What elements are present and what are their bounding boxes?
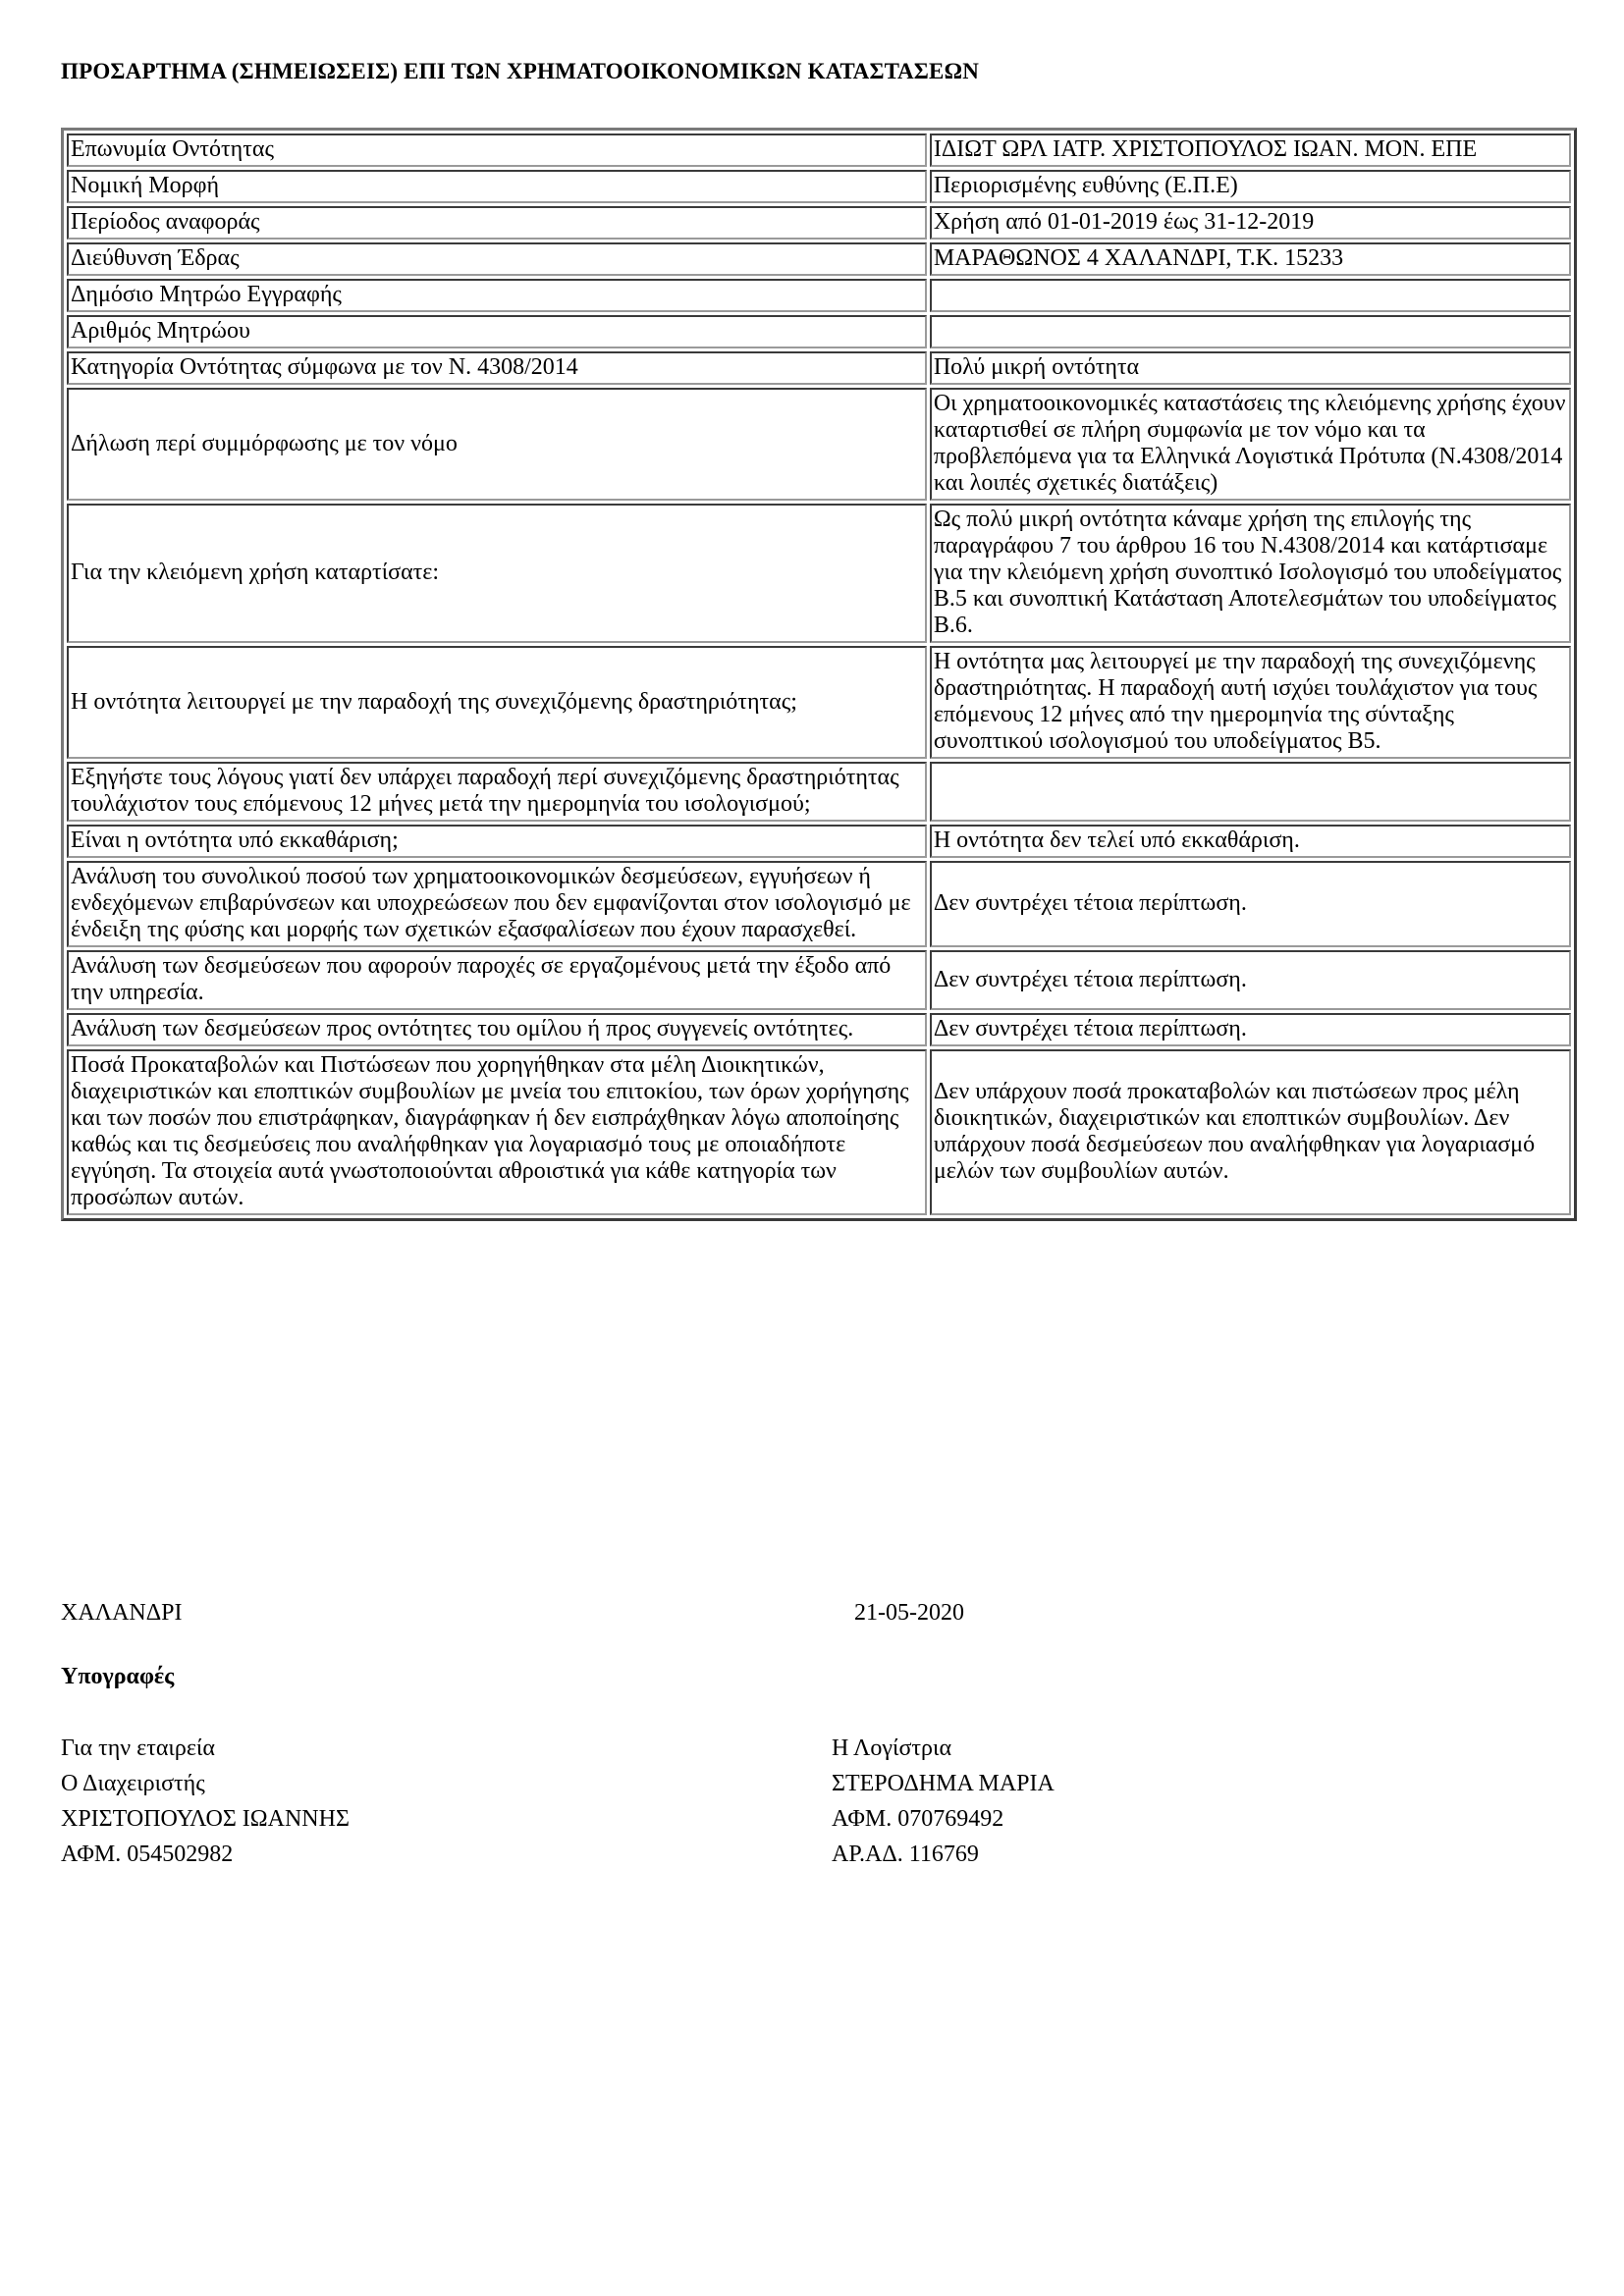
accountant-signature-block: [832, 1731, 1055, 1872]
table-row: [67, 762, 1571, 822]
row-value: Οι χρηματοοικονομικές καταστάσεις της κλειόμενης χρήσης έχουν καταρτισθεί σε πλήρη συμφωνία με τον νόμο και τα προβλεπόμενα για τα Ελληνικά Λογιστικά Πρότυπα (Ν.4308/2014 και λοιπές σχετικές διατάξεις): [930, 388, 1571, 501]
row-value: Δεν συντρέχει τέτοια περίπτωση.: [930, 1013, 1571, 1046]
table-row: [67, 950, 1571, 1010]
row-value: Χρήση από 01-01-2019 έως 31-12-2019: [930, 206, 1571, 240]
row-label: Εξηγήστε τους λόγους γιατί δεν υπάρχει παραδοχή περί συνεχιζόμενης δραστηριότητας τουλάχιστον τους επόμενους 12 μήνες μετά την ημερομηνία του ισολογισμού;: [67, 762, 927, 822]
table-row: [67, 133, 1571, 167]
table-row: [67, 315, 1571, 348]
notes-table: [61, 128, 1577, 1221]
table-row: [67, 646, 1571, 759]
row-label: Δημόσιο Μητρώο Εγγραφής: [67, 279, 927, 312]
row-value: Η οντότητα μας λειτουργεί με την παραδοχή της συνεχιζόμενης δραστηριότητας. Η παραδοχή αυτή ισχύει τουλάχιστον για τους επόμενους 12 μήνες από την ημερομηνία της σύνταξης συνοπτικού ισολογισμού του υποδείγματος Β5.: [930, 646, 1571, 759]
row-label: Περίοδος αναφοράς: [67, 206, 927, 240]
row-value: Δεν συντρέχει τέτοια περίπτωση.: [930, 861, 1571, 947]
signature-name: ΣΤΕΡΟΔΗΜΑ ΜΑΡΙΑ: [832, 1771, 1055, 1796]
row-value: ΜΑΡΑΘΩΝΟΣ 4 ΧΑΛΑΝΔΡΙ, Τ.Κ. 15233: [930, 242, 1571, 276]
table-row: [67, 1049, 1571, 1215]
table-row: [67, 861, 1571, 947]
table-row: [67, 504, 1571, 643]
signature-role: Η Λογίστρια: [832, 1735, 952, 1761]
page-title: ΠΡΟΣΑΡΤΗΜΑ (ΣΗΜΕΙΩΣΕΙΣ) ΕΠΙ ΤΩΝ ΧΡΗΜΑΤΟΟΙΚΟΝΟΜΙΚΩΝ ΚΑΤΑΣΤΑΣΕΩΝ: [61, 59, 980, 83]
signatures-heading: Υπογραφές: [61, 1664, 175, 1689]
table-row: [67, 1013, 1571, 1046]
table-row: [67, 351, 1571, 385]
row-value: Δεν υπάρχουν ποσά προκαταβολών και πιστώσεων προς μέλη διοικητικών, διαχειριστικών και εποπτικών συμβουλίων. Δεν υπάρχουν ποσά δεσμεύσεων που αναλήφθηκαν για λογαριασμό μελών των συμβουλίων αυτών.: [930, 1049, 1571, 1215]
row-label: Ανάλυση του συνολικού ποσού των χρηματοοικονομικών δεσμεύσεων, εγγυήσεων ή ενδεχόμενων επιβαρύνσεων και υποχρεώσεων που δεν εμφανίζονται στον ισολογισμό με ένδειξη της φύσης και μορφής των σχετικών εξασφαλίσεων που έχουν παρασχεθεί.: [67, 861, 927, 947]
signature-role: Ο Διαχειριστής: [61, 1771, 205, 1796]
table-row: [67, 242, 1571, 276]
signature-tax-id: ΑΦΜ. 070769492: [832, 1806, 1004, 1832]
row-label: Νομική Μορφή: [67, 170, 927, 203]
row-label: Ανάλυση των δεσμεύσεων που αφορούν παροχές σε εργαζομένους μετά την έξοδο από την υπηρεσία.: [67, 950, 927, 1010]
row-value: Δεν συντρέχει τέτοια περίπτωση.: [930, 950, 1571, 1010]
row-label: Για την κλειόμενη χρήση καταρτίσατε:: [67, 504, 927, 643]
row-label: Ποσά Προκαταβολών και Πιστώσεων που χορηγήθηκαν στα μέλη Διοικητικών, διαχειριστικών και εποπτικών συμβουλίων με μνεία του επιτοκίου, των όρων χορήγησης και των ποσών που επιστράφηκαν, διαγράφηκαν ή δεν εισπράχθηκαν λόγω αποποίησης καθώς και τις δεσμεύσεις που αναλήφθηκαν για λογαριασμό τους με οποιαδήποτε εγγύηση. Τα στοιχεία αυτά γνωστοποιούνται αθροιστικά για κάθε κατηγορία των προσώπων αυτών.: [67, 1049, 927, 1215]
signature-line: Για την εταιρεία: [61, 1735, 215, 1761]
row-label: Ανάλυση των δεσμεύσεων προς οντότητες του ομίλου ή προς συγγενείς οντότητες.: [67, 1013, 927, 1046]
date-text: 21-05-2020: [854, 1600, 964, 1626]
row-value: Ως πολύ μικρή οντότητα κάναμε χρήση της επιλογής της παραγράφου 7 του άρθρου 16 του Ν.4308/2014 και κατάρτισαμε για την κλειόμενη χρήση συνοπτικό Ισολογισμό του υποδείγματος Β.5 και συνοπτική Κατάσταση Αποτελεσμάτων του υποδείγματος Β.6.: [930, 504, 1571, 643]
row-label: Αριθμός Μητρώου: [67, 315, 927, 348]
signature-name: ΧΡΙΣΤΟΠΟΥΛΟΣ ΙΩΑΝΝΗΣ: [61, 1806, 350, 1832]
row-value: [930, 762, 1571, 822]
place-text: ΧΑΛΑΝΔΡΙ: [61, 1600, 183, 1626]
signature-tax-id: ΑΦΜ. 054502982: [61, 1842, 234, 1867]
row-value: Περιορισμένης ευθύνης (Ε.Π.Ε): [930, 170, 1571, 203]
row-label: Η οντότητα λειτουργεί με την παραδοχή της συνεχιζόμενης δραστηριότητας;: [67, 646, 927, 759]
row-label: Επωνυμία Οντότητας: [67, 133, 927, 167]
company-signature-block: [61, 1731, 350, 1872]
table-row: [67, 279, 1571, 312]
table-row: [67, 206, 1571, 240]
signature-license-number: ΑΡ.ΑΔ. 116769: [832, 1842, 979, 1867]
table-row: [67, 170, 1571, 203]
row-value: Η οντότητα δεν τελεί υπό εκκαθάριση.: [930, 825, 1571, 858]
row-value: Πολύ μικρή οντότητα: [930, 351, 1571, 385]
table-row: [67, 388, 1571, 501]
row-label: Κατηγορία Οντότητας σύμφωνα με τον Ν. 4308/2014: [67, 351, 927, 385]
row-value: [930, 315, 1571, 348]
row-label: Διεύθυνση Έδρας: [67, 242, 927, 276]
table-row: [67, 825, 1571, 858]
row-value: [930, 279, 1571, 312]
row-label: Είναι η οντότητα υπό εκκαθάριση;: [67, 825, 927, 858]
row-label: Δήλωση περί συμμόρφωσης με τον νόμο: [67, 388, 927, 501]
row-value: ΙΔΙΩΤ ΩΡΛ ΙΑΤΡ. ΧΡΙΣΤΟΠΟΥΛΟΣ ΙΩΑΝ. ΜΟΝ. ΕΠΕ: [930, 133, 1571, 167]
